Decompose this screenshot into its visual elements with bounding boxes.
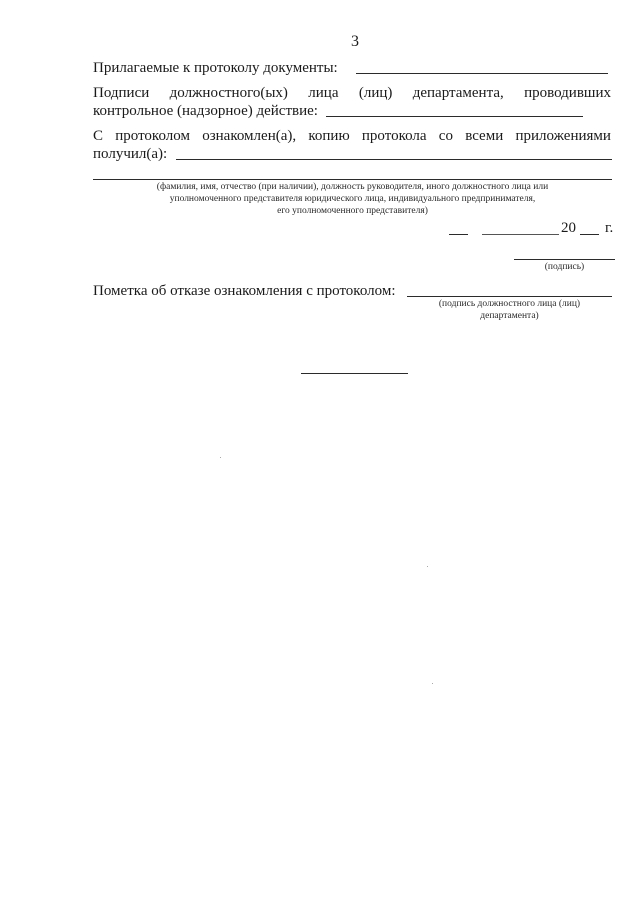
refusal-fill-line[interactable]	[407, 296, 612, 297]
word: проводивших	[524, 85, 611, 101]
officials-signatures-fill-line[interactable]	[326, 116, 583, 117]
date-year-prefix: 20	[561, 220, 576, 236]
word: должностного(ых)	[169, 85, 288, 101]
officials-signatures-line2: контрольное (надзорное) действие:	[93, 103, 318, 119]
page-number: 3	[351, 33, 359, 50]
date-day-line[interactable]	[449, 234, 468, 235]
scan-speck	[220, 457, 221, 458]
word: лица	[308, 85, 339, 101]
acknowledgement-line2: получил(а):	[93, 146, 168, 162]
date-month-line[interactable]	[482, 234, 559, 235]
word: департамента,	[412, 85, 504, 101]
word: Подписи	[93, 85, 150, 101]
word: протокола	[361, 128, 427, 144]
word: приложениями	[515, 128, 611, 144]
refusal-caption	[407, 298, 612, 322]
acknowledgement-line1	[93, 127, 611, 145]
name-position-caption	[93, 181, 612, 217]
word: протоколом	[115, 128, 190, 144]
caption-line: (подпись должностного лица (лиц)	[438, 299, 581, 309]
word: ознакомлен(а),	[202, 128, 297, 144]
word: со	[438, 128, 453, 144]
word: (лиц)	[358, 85, 393, 101]
word: всеми	[465, 128, 504, 144]
officials-signatures-line1	[93, 84, 611, 102]
date-year-line[interactable]	[580, 234, 599, 235]
date-year-suffix: г.	[605, 220, 614, 236]
caption-line: его уполномоченного представителя)	[277, 206, 428, 216]
end-separator-line	[301, 373, 408, 374]
caption-line: департамента)	[480, 311, 539, 321]
attachments-fill-line[interactable]	[356, 73, 608, 74]
caption-line: уполномоченного представителя юридического лица, индивидуального предпринимателя,	[169, 194, 536, 204]
caption-line: (фамилия, имя, отчество (при наличии), должность руководителя, иного должностного лица или	[156, 182, 549, 192]
scan-speck	[427, 566, 428, 567]
refusal-label: Пометка об отказе ознакомления с протоколом:	[93, 283, 396, 299]
name-position-fill-line[interactable]	[93, 179, 612, 180]
word: копию	[308, 128, 350, 144]
signature-fill-line[interactable]	[514, 259, 615, 260]
acknowledgement-fill-line[interactable]	[176, 159, 612, 160]
scan-speck	[432, 683, 433, 684]
word: С	[93, 128, 104, 144]
attachments-label: Прилагаемые к протоколу документы:	[93, 60, 338, 76]
signature-caption: (подпись)	[544, 262, 585, 272]
